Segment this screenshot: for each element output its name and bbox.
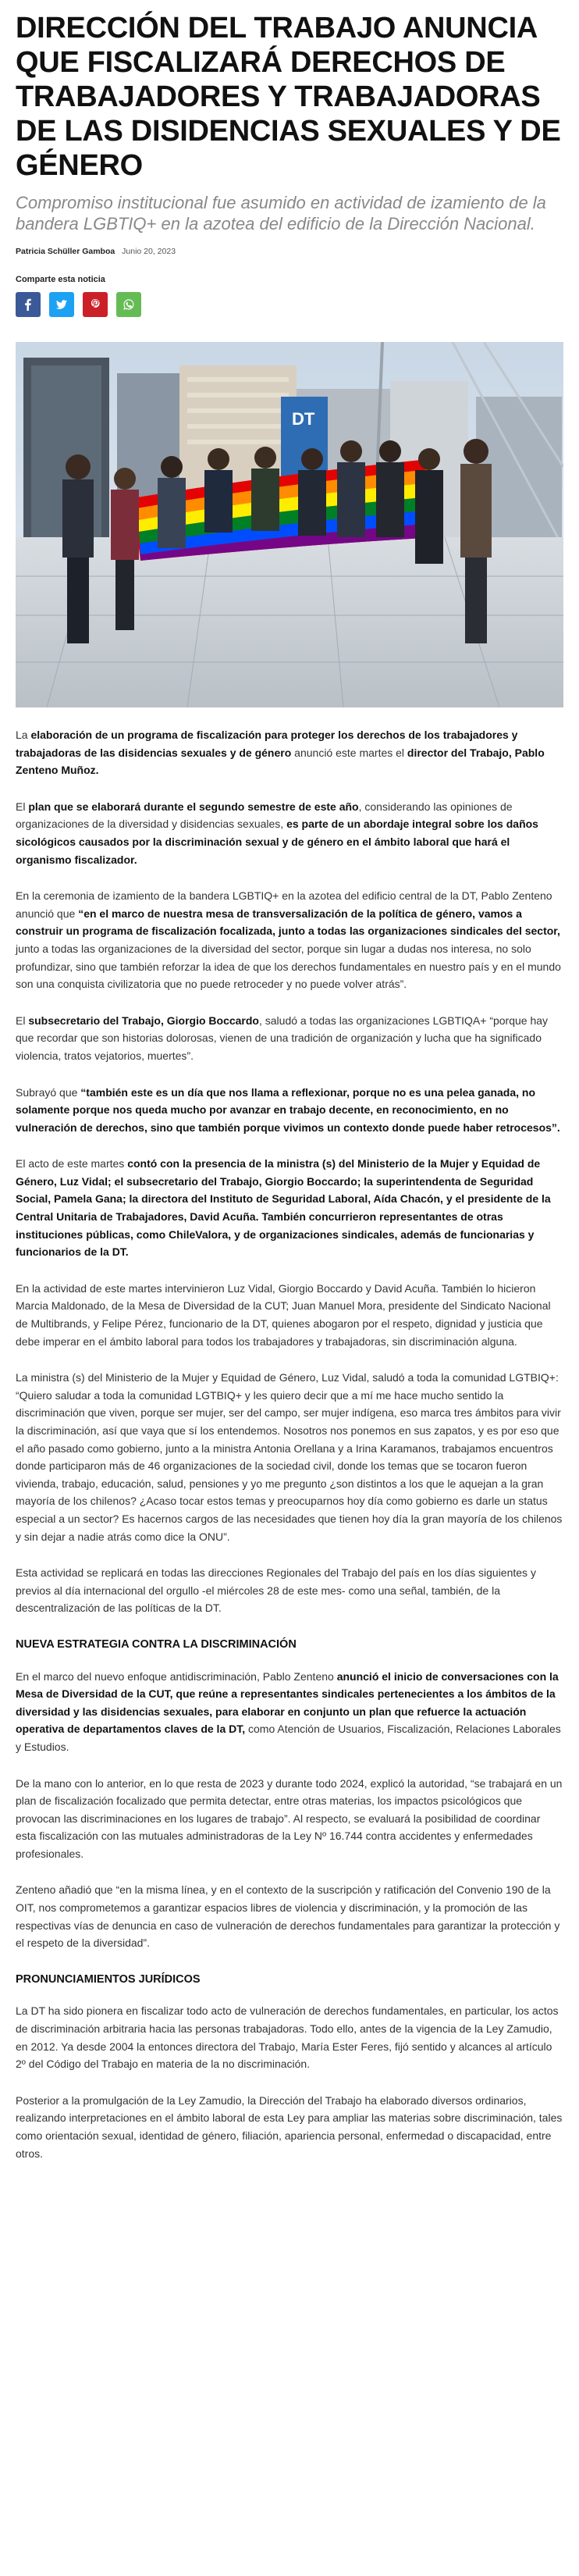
paragraph [16, 726, 563, 779]
text: De la mano con lo anterior, en lo que resta de 2023 y durante todo 2024, explicó la autoridad, “se trabajará en un plan de fiscalización focalizado que permita detectar, entre otras materias, los impactos psicológicos que provocan las discriminaciones en los lugares de trabajo”. Al respecto, se evaluará la posibilidad de coordinar esta fiscalización con las mutuales administradoras de la Ley Nº 16.744 contra accidentes y enfermedades profesionales. [16, 1776, 563, 1860]
bold-text: “también este es un día que nos llama a reflexionar, porque no es una pelea ganada, no solamente porque nos queda mucho por avanzar en trabajo decente, en reconocimiento, en no vulneración de derechos, sino que también porque vivimos un contexto donde puede haber retrocesos”. [16, 1085, 560, 1134]
text: En la actividad de este martes intervinieron Luz Vidal, Giorgio Boccardo y David Acuña. También lo hicieron Marcia Maldonado, de la Mesa de Diversidad de la CUT; Juan Manuel Mora, presidente del Sindicato Nacional de Multibrands, y Felipe Pérez, funcionario de la DT, quienes abogaron por el respeto, dignidad y justicia que debe imperar en el ámbito laboral para todos los trabajadores y trabajadoras, sin discriminación alguna. [16, 1281, 551, 1348]
paragraph [16, 1881, 563, 1951]
text: El [16, 800, 29, 813]
text: La ministra (s) del Ministerio de la Mujer y Equidad de Género, Luz Vidal, saludó a toda la comunidad LGTBIQ+: “Quiero saludar a toda la comunidad LGTBIQ+ y les quiero decir que a mí me hace mucho sentido la discriminación que viven, porque ser mujer, ser del campo, ser mujer indígena, eso marca tres ámbitos para vivir la discriminación, así que vaya que sí los entendemos. Nosotros nos ponemos en sus zapatos, y es por eso que el año pasado como gobierno, junto a la ministra Antonia Orellana y a Irina Karamanos, trabajamos encuentros donde participaron más de 46 organizaciones de la sociedad civil, donde los temas que se tocaron fueron vivienda, trabajo, educación, salud, pensiones y yo me pregunto ¿son distintos a los que le aquejan a la gran mayoría de los chilenos? ¿Acaso tocar estos temas y preocuparnos hoy día como gobierno es darle un status especial a un sector? Es hacernos cargos de las necesidades que tienen hoy día la gran mayoría de los chilenos y sin dejar a nadie atrás como dice la ONU”. [16, 1371, 563, 1543]
facebook-icon [22, 298, 34, 311]
bold-text: “en el marco de nuestra mesa de transversalización de la política de género, vamos a construir un programa de fiscalización focalizada, junto a todas las organizaciones sindicales del sector, [16, 907, 560, 938]
bold-text: director del Trabajo, Pablo Zenteno Muñoz. [16, 746, 545, 777]
text: Esta actividad se replicará en todas las direcciones Regionales del Trabajo del país en los días siguientes y previos al día internacional del orgullo -el miércoles 28 de este mes- como una señal, también, de la descentralización de las políticas de la DT. [16, 1566, 536, 1615]
text: En el marco del nuevo enfoque antidiscriminación, Pablo Zenteno [16, 1669, 337, 1683]
bold-text: subsecretario del Trabajo, Giorgio Boccardo [28, 1014, 259, 1027]
paragraph [16, 2092, 563, 2162]
paragraph [16, 1564, 563, 1617]
paragraph [16, 887, 563, 993]
bold-text: elaboración de un programa de fiscalización para proteger los derechos de los trabajadores y trabajadoras de las disidencias sexuales y de género [16, 729, 518, 759]
article [0, 11, 579, 2162]
paragraph [16, 1280, 563, 1350]
whatsapp-share-button[interactable] [116, 292, 141, 317]
text: Posterior a la promulgación de la Ley Zamudio, la Dirección del Trabajo ha elaborado diversos ordinarios, realizando interpretaciones en el ámbito laboral de esta Ley para ampliar las materias sobre discriminación, tales como orientación sexual, identidad de género, filiación, apariencia personal, enfermedad o discapacidad, entre otros. [16, 2093, 563, 2160]
twitter-icon [55, 298, 68, 311]
flag-raising-photo [16, 342, 563, 707]
paragraph [16, 1012, 563, 1065]
share-label: Comparte esta noticia [16, 275, 105, 284]
article-title: DIRECCIÓN DEL TRABAJO ANUNCIA QUE FISCALIZARÁ DERECHOS DE TRABAJADORES Y TRABAJADORAS DE LAS DISIDENCIAS SEXUALES Y DE GÉNERO [16, 12, 561, 182]
pinterest-icon [89, 298, 101, 311]
paragraph [16, 2002, 563, 2072]
text: , saludó a todas las organizaciones LGBTIQA+ “porque hay que recordar que son historias dolorosas, vienen de una tradición de organización y lucha que ha significado violencia, tratos vejatorios, muertes”. [16, 1014, 549, 1062]
paragraph [16, 1668, 563, 1756]
pinterest-share-button[interactable] [83, 292, 108, 317]
paragraph [16, 1084, 563, 1137]
paragraph [16, 1775, 563, 1863]
article-photo [16, 342, 563, 707]
text: La [16, 729, 31, 741]
twitter-share-button[interactable] [49, 292, 74, 317]
article-body [16, 726, 563, 2162]
text: El [16, 1014, 29, 1027]
text: junto a todas las organizaciones de la diversidad del sector, porque sin lugar a dudas nos interesa, no solo profundizar, sino que también reforzar la idea de que los derechos fundamentales en nuestro país y en el mundo son una conquista civilizatoria que no puede retroceder y no puede volver atrás”. [16, 942, 561, 991]
bold-text: anunció el inicio de conversaciones con la Mesa de Diversidad de la CUT, que reúne a representantes sindicales pertenecientes a los ámbitos de la diversidad y las disidencias sexuales, para elaborar en conjunto un plan que refuerce la actuación operativa de departamentos claves de la DT, [16, 1669, 559, 1736]
text: como Atención de Usuarios, Fiscalización, Relaciones Laborales y Estudios. [16, 1723, 561, 1753]
text: Zenteno añadió que “en la misma línea, y en el contexto de la suscripción y ratificación del Convenio 190 de la OIT, nos comprometemos a garantizar espacios libres de violencia y discriminación, y la promoción de las respectivas vías de denuncia en caso de vulneración de derechos fundamentales para garantizar la protección y el respeto de la diversidad”. [16, 1883, 560, 1950]
whatsapp-icon [123, 298, 135, 311]
dt-sign-text: DT [292, 409, 315, 429]
share-buttons [16, 292, 563, 317]
paragraph [16, 1369, 563, 1545]
section-heading: PRONUNCIAMIENTOS JURÍDICOS [16, 1972, 201, 1986]
bold-text: contó con la presencia de la ministra (s) del Ministerio de la Mujer y Equidad de Género, Luz Vidal; el subsecretario del Trabajo, Giorgio Boccardo; la superintendenta de Seguridad Social, Pamela Gana; la directora del Instituto de Seguridad Laboral, Aída Chacón, y el presidente de la Central Unitaria de Trabajadores, David Acuña. También concurrieron representantes de otras instituciones públicas, como ChileValora, y de organizaciones sindicales, además de funcionarias y funcionarios de la DT. [16, 1157, 551, 1259]
text: El acto de este martes [16, 1157, 128, 1170]
paragraph [16, 798, 563, 868]
bold-text: es parte de un abordaje integral sobre los daños sicológicos causados por la discriminación sexual y de género en el ámbito laboral que hará el organismo fiscalizador. [16, 818, 538, 866]
text: , considerando las opiniones de organizaciones de la diversidad y disidencias sexuales, [16, 800, 513, 831]
publish-date: Junio 20, 2023 [122, 247, 176, 256]
text: En la ceremonia de izamiento de la bandera LGBTIQ+ en la azotea del edificio central de la DT, Pablo Zenteno anunció que [16, 889, 552, 920]
author-name[interactable]: Patricia Schüller Gamboa [16, 247, 115, 256]
text: Subrayó que [16, 1085, 81, 1099]
text: La DT ha sido pionera en fiscalizar todo acto de vulneración de derechos fundamentales, en particular, los actos de discriminación arbitraria hacia las personas trabajadoras. Todo ello, antes de la vigencia de la Ley Zamudio, en 2012. Ya desde 2004 la entonces directora del Trabajo, María Ester Feres, fijó sentido y alcances al artículo 2º del Código del Trabajo en materia de la no discriminación. [16, 2004, 559, 2071]
section-heading: NUEVA ESTRATEGIA CONTRA LA DISCRIMINACIÓN [16, 1637, 297, 1651]
article-subtitle: Compromiso institucional fue asumido en actividad de izamiento de la bandera LGBTIQ+ en la azotea del edificio de la Dirección Nacional. [16, 193, 546, 233]
bold-text: plan que se elaborará durante el segundo semestre de este año [28, 800, 359, 813]
paragraph [16, 1155, 563, 1261]
facebook-share-button[interactable] [16, 292, 41, 317]
text: anunció este martes el [291, 746, 407, 759]
byline [16, 247, 563, 256]
